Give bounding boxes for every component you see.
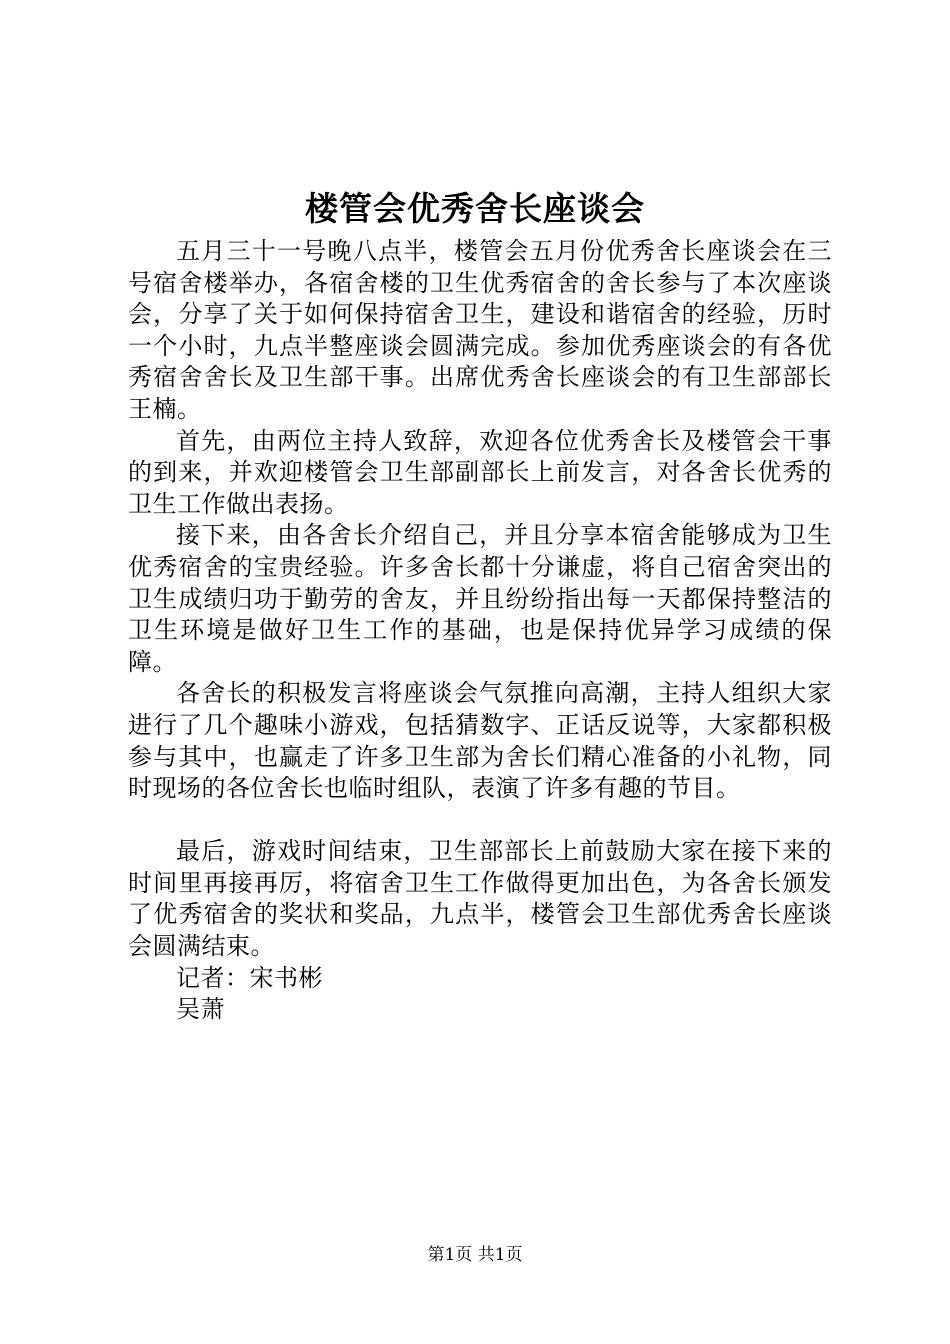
- page-number-footer: 第1页 共1页: [427, 1245, 523, 1265]
- paragraph-3: 接下来，由各舍长介绍自己，并且分享本宿舍能够成为卫生优秀宿舍的宝贵经验。许多舍长都十分谦虚，将自己宿舍突出的卫生成绩归功于勤劳的舍友，并且纷纷指出每一天都保持整洁的卫生环境是做好卫生工作的基础，也是保持优异学习成绩的保障。: [128, 521, 832, 676]
- paragraph-1: 五月三十一号晚八点半，楼管会五月份优秀舍长座谈会在三号宿舍楼举办，各宿舍楼的卫生优秀宿舍的舍长参与了本次座谈会，分享了关于如何保持宿舍卫生，建设和谐宿舍的经验，历时一个小时，九点半整座谈会圆满完成。参加优秀座谈会的有各优秀宿舍舍长及卫生部干事。出席优秀舍长座谈会的有卫生部部长王楠。: [128, 237, 832, 423]
- document-body: [128, 236, 832, 1026]
- document-title: 楼管会优秀舍长座谈会: [305, 189, 645, 228]
- reporter-line: 记者：宋书彬: [176, 963, 323, 992]
- paragraph-5: 最后，游戏时间结束，卫生部部长上前鼓励大家在接下来的时间里再接再厉，将宿舍卫生工作做得更加出色，为各舍长颁发了优秀宿舍的奖状和奖品，九点半，楼管会卫生部优秀舍长座谈会圆满结束。: [128, 837, 832, 961]
- paragraph-4: 各舍长的积极发言将座谈会气氛推向高潮，主持人组织大家进行了几个趣味小游戏，包括猜数字、正话反说等，大家都积极参与其中，也赢走了许多卫生部为舍长们精心准备的小礼物，同时现场的各位舍长也临时组队，表演了许多有趣的节目。: [128, 679, 832, 803]
- paragraph-2: 首先，由两位主持人致辞，欢迎各位优秀舍长及楼管会干事的到来，并欢迎楼管会卫生部副部长上前发言，对各舍长优秀的卫生工作做出表扬。: [128, 426, 832, 518]
- reporter-second-name: 吴萧: [176, 995, 225, 1024]
